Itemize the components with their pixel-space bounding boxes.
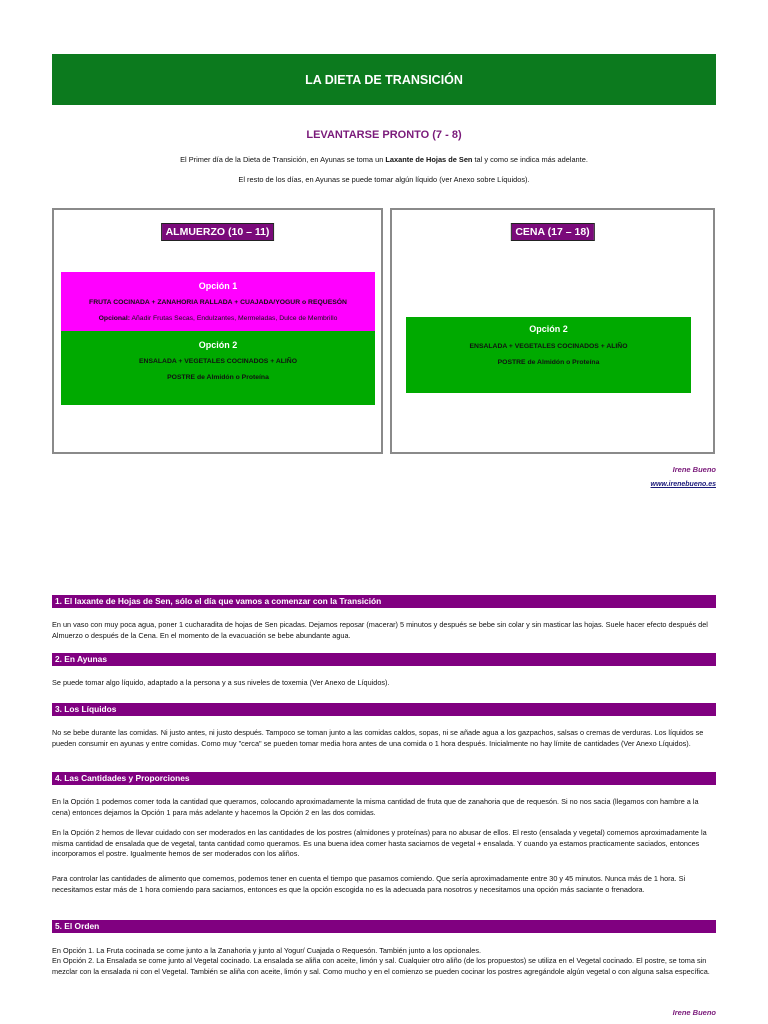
section-4-title: 4. Las Cantidades y Proporciones	[52, 772, 716, 785]
lunch-option-1-optional	[61, 315, 375, 322]
lunch-option-2-heading: Opción 2	[198, 340, 238, 350]
intro-line-1-post: tal y como se indica más adelante.	[472, 155, 588, 164]
dinner-option-2-line: ENSALADA + VEGETALES COCINADOS + ALIÑO	[469, 343, 628, 350]
section-1-paragraph: En un vaso con muy poca agua, poner 1 cucharadita de hojas de Sen picadas. Dejamos reposar (macerar) 5 minutos y después se bebe sin colar y sin masticar las hojas. Suele hacer efecto después del Almuerzo o después de la Cena. En el momento de la evacuación se bebe abundante agua.	[52, 620, 708, 640]
intro-line-1-pre: El Primer día de la Dieta de Transición, en Ayunas se toma un	[180, 155, 386, 164]
lunch-title: ALMUERZO (10 – 11)	[162, 224, 274, 240]
section-2-title: 2. En Ayunas	[52, 653, 716, 666]
dinner-option-2-dessert: POSTRE de Almidón o Proteína	[497, 359, 600, 366]
section-3-title: 3. Los Líquidos	[52, 703, 716, 716]
lunch-option-2-line: ENSALADA + VEGETALES COCINADOS + ALIÑO	[139, 358, 297, 365]
section-2-paragraph: Se puede tomar algo líquido, adaptado a la persona y a sus niveles de toxemia (Ver Anexo de Líquidos).	[52, 678, 390, 687]
optional-label: Opcional:	[98, 315, 130, 322]
section-4-paragraph-3: Para controlar las cantidades de alimento que comemos, podemos tener en cuenta el tiempo que pasamos comiendo. Que sería aproximadamente entre 30 y 45 minutos. Nunca más de 1 hora. Si necesitamos estar más de 1 hora comiendo para saciarnos, entonces es que la opción escogida no es la adecuada para nosotros y necesitamos una opción más saciante o frenadora.	[52, 874, 686, 894]
signature-name: Irene Bueno	[672, 465, 716, 474]
intro-line-1-bold: Laxante de Hojas de Sen	[385, 155, 473, 164]
lunch-option-2-dessert: POSTRE de Almidón o Proteína	[167, 374, 269, 381]
intro-line-2: El resto de los días, en Ayunas se puede tomar algún líquido (ver Anexo sobre Líquidos).	[238, 175, 530, 184]
footer-signature: Irene Bueno	[672, 1008, 716, 1017]
wake-title: LEVANTARSE PRONTO (7 - 8)	[306, 129, 462, 141]
dinner-title: CENA (17 – 18)	[511, 224, 593, 240]
lunch-box	[52, 208, 383, 454]
section-5-paragraph-1: En Opción 1. La Fruta cocinada se come junto a la Zanahoria y junto al Yogur/ Cuajada o Requesón. También junto a los opcionales.	[52, 946, 482, 955]
section-4-paragraph-1: En la Opción 1 podemos comer toda la cantidad que queramos, colocando aproximadamente la misma cantidad de fruta que de zanahoria que de requesón. Si no nos sacia (llegamos con hambre a la cena) entonces dejamos la Opción 1 para más adelante y hacemos la Opción 2 en las dos comidas.	[52, 797, 699, 817]
dinner-option-2-heading: Opción 2	[529, 324, 568, 334]
page-title: LA DIETA DE TRANSICIÓN	[305, 72, 463, 87]
section-3-paragraph: No se bebe durante las comidas. Ni justo antes, ni justo después. Tampoco se toman junto a las comidas caldos, sopas, ni se añade agua a los gazpachos, salsas o cremas de verduras. Los líquidos se pueden consumir en ayunas y entre comidas. Como muy "cerca" se pueden tomar media hora antes de una comida o 1 hora después. Inicialmente no hay límite de cantidades (Ver Anexo Líquidos).	[52, 728, 704, 748]
section-4-paragraph-2: En la Opción 2 hemos de llevar cuidado con ser moderados en las cantidades de los postres (almidones y proteínas) para no abusar de ellos. El resto (ensalada y vegetal) comemos aproximadamente la misma cantidad de ensalada que de vegetal, tanta cantidad como queramos. Es una buena idea comer hasta saciarnos de vegetal + ensalada. Y cuando ya estamos practicamente saciados, entonces incorporamos el postre. Igualmente hemos de ser moderados con los aliños.	[52, 828, 707, 858]
lunch-option-1-heading: Opción 1	[198, 281, 238, 291]
section-5-title: 5. El Orden	[52, 920, 716, 933]
lunch-option-2	[61, 331, 375, 405]
title-banner	[52, 54, 716, 105]
intro-line-1	[0, 155, 768, 164]
signature-link[interactable]: www.irenebueno.es	[650, 481, 716, 488]
optional-text: Añadir Frutas Secas, Endulzantes, Mermeladas, Dulce de Membrillo	[129, 315, 338, 322]
lunch-option-1-line: FRUTA COCINADA + ZANAHORIA RALLADA + CUAJADA/YOGUR o REQUESÓN	[89, 299, 347, 306]
dinner-option-2	[406, 317, 691, 393]
section-5-paragraph-2: En Opción 2. La Ensalada se come junto al Vegetal cocinado. La ensalada se aliña con aceite, limón y sal. Cualquier otro aliño (de los propuestos) se utiliza en el Vegetal cocinado. El postre, se toma sin mezclar con la ensalada ni con el Vegetal. También se aliña con aceite, limón y sal. Como mucho y en el comienzo se pueden cocinar los postres agregándole algún vegetal o con alguna salsa específica.	[52, 956, 710, 976]
section-1-title: 1. El laxante de Hojas de Sen, sólo el día que vamos a comenzar con la Transición	[52, 595, 716, 608]
dinner-box	[390, 208, 715, 454]
